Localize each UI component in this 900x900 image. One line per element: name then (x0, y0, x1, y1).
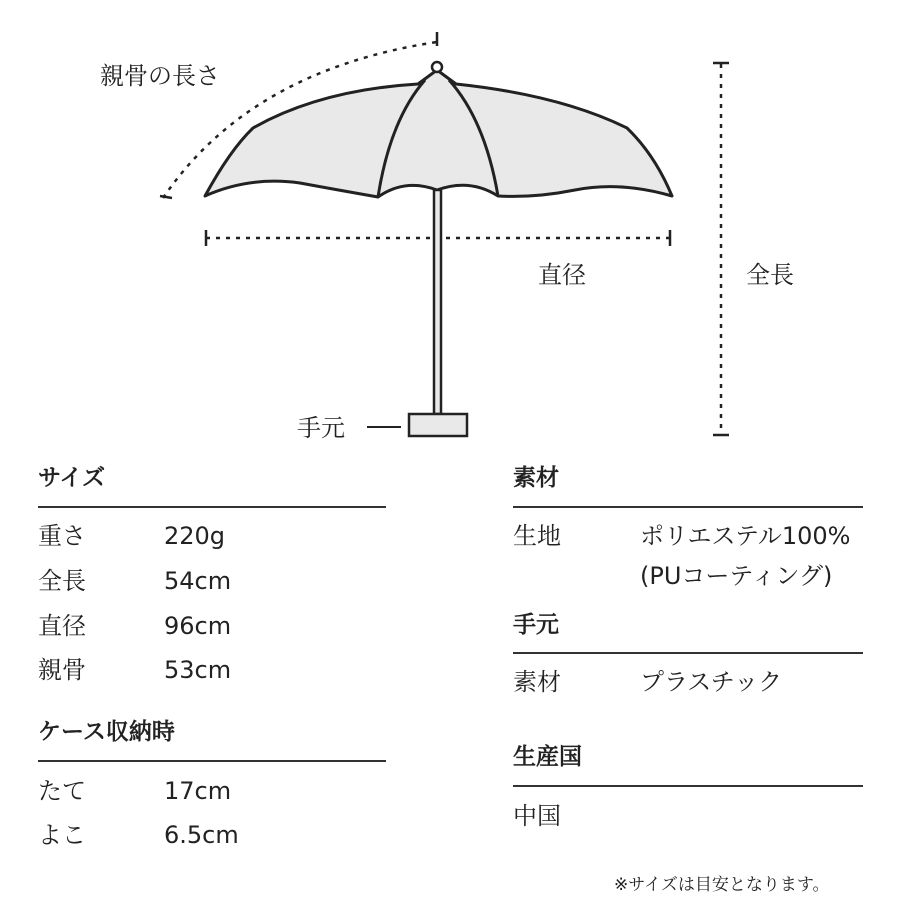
diameter-value: 96cm (164, 612, 232, 640)
size-section-divider (38, 506, 386, 508)
umbrella-shaft (434, 190, 441, 414)
total-length-label: 全長 (746, 261, 794, 289)
case-width-value: 6.5cm (164, 821, 239, 849)
rib-value: 53cm (164, 656, 232, 684)
size-section-title: サイズ (38, 465, 106, 491)
handle-section-title: 手元 (513, 612, 559, 638)
fabric-coating-value: (PUコーティング) (640, 562, 833, 590)
case-width-label: よこ (38, 821, 86, 849)
umbrella-tip (432, 62, 442, 72)
material-section-title: 素材 (513, 465, 559, 491)
handle-section-divider (513, 652, 863, 654)
case-height-value: 17cm (164, 777, 232, 805)
diameter-label: 直径 (538, 261, 586, 289)
handle-label: 手元 (297, 414, 345, 442)
rib-row-label: 親骨 (38, 656, 86, 684)
fabric-value: ポリエステル100% (640, 522, 851, 550)
total-length-value: 54cm (164, 567, 232, 595)
origin-value: 中国 (513, 802, 561, 830)
weight-value: 220g (164, 522, 226, 550)
rib-length-label: 親骨の長さ (100, 62, 220, 90)
fabric-label: 生地 (513, 522, 561, 550)
case-section-divider (38, 760, 386, 762)
handle-material-label: 素材 (513, 668, 561, 696)
umbrella-canopy (205, 70, 672, 197)
umbrella-handle (409, 414, 467, 436)
case-section-title: ケース収納時 (38, 719, 175, 745)
handle-material-value: プラスチック (640, 668, 783, 696)
material-section-divider (513, 506, 863, 508)
total-length-row-label: 全長 (38, 567, 86, 595)
rib-length-start-tick (160, 196, 172, 198)
weight-label: 重さ (38, 522, 86, 550)
origin-section-divider (513, 785, 863, 787)
diameter-row-label: 直径 (38, 612, 86, 640)
case-height-label: たて (38, 777, 86, 805)
size-note: ※サイズは目安となります。 (614, 875, 830, 895)
origin-section-title: 生産国 (513, 744, 582, 770)
